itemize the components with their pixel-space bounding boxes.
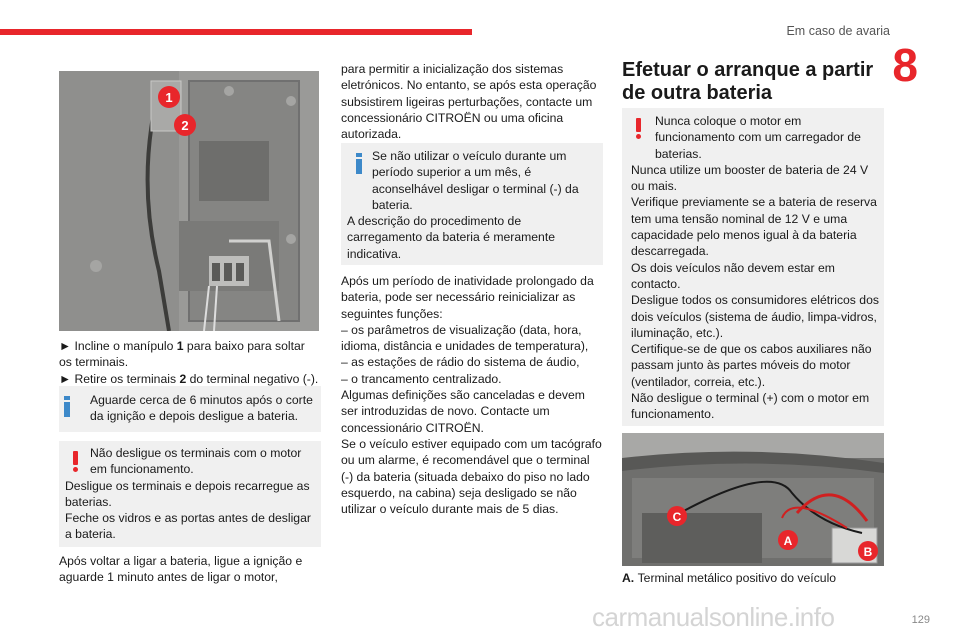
caption-text: Terminal metálico positivo do veículo (637, 571, 837, 585)
info-icon (64, 396, 70, 417)
info-text: Aguarde cerca de 6 minutos após o corte da ignição e depois desligue a bateria. (90, 393, 313, 424)
section-title: Em caso de avaria (786, 24, 890, 38)
callout-c: C (672, 510, 682, 524)
after-reconnect-text: Após voltar a ligar a bateria, ligue a ignição e aguarde 1 minuto antes de ligar o motor, (59, 554, 303, 585)
info-text: Se não utilizar o veículo durante um período superior a um mês, é aconselhável desligar o terminal (-) da bateria. A descrição do procedimento de carregamento da bateria é meramente indicativa. (347, 149, 579, 261)
middle-para-2: Após um período de inatividade prolongado da bateria, pode ser necessário reinicializar as seguintes funções: – os parâmetros de visualização (data, hora, idioma, distância e unidades de temperatura), – as estações de rádio do sistema de áudio, – o trancamento centralizado. Algumas definições são canceladas e devem ser introduzidas de novo. Contacte um concessionário CITROËN. Se o veículo estiver equipado com um tacógrafo ou um alarme, é recomendável que o terminal (-) da bateria (situada debaixo do piso no lado esquerdo, na cabina) seja desligado se não utilizar o veículo durante mais de 5 dias. (341, 274, 602, 517)
warning-text: Não desligue os terminais com o motor em funcionamento. Desligue os terminais e depois recarregue as baterias. Feche os vidros e as portas antes de desligar a bateria. (65, 446, 311, 542)
step-2: ► Retire os terminais 2 do terminal negativo (-). (59, 371, 319, 386)
callout-2: 2 (181, 118, 189, 133)
info-box-middle (341, 143, 603, 265)
jump-start-photo (622, 433, 884, 566)
callout-a: A (783, 534, 793, 548)
header-accent-bar (0, 29, 472, 35)
warning-box-left (59, 441, 321, 547)
info-box-left (59, 386, 321, 432)
callout-1: 1 (165, 90, 173, 105)
warning-text: Nunca coloque o motor em funcionamento com um carregador de baterias. Nunca utilize um booster de bateria de 24 V ou mais. Verifique previamente se a bateria de reserva tem uma tensão nominal de 12 V e uma capacidade pelo menos igual à da bateria descarregada. Os dois veículos não devem estar em contacto. Desligue todos os consumidores elétricos dos dois veículos (sistema de áudio, limpa-vidros, iluminação, etc.). Certifique-se de que os cabos auxiliares não passam junto às partes móveis do motor (ventilador, correia, etc.). Não desligue o terminal (+) com o motor em funcionamento. (631, 114, 879, 422)
callout-b: B (863, 545, 873, 559)
battery-terminal-photo (59, 71, 319, 331)
warning-box-right (622, 108, 884, 426)
section-heading: Efetuar o arranque a partir de outra bateria (622, 59, 874, 104)
watermark: carmanualsonline.info (592, 602, 835, 632)
step-list (59, 338, 321, 387)
step-1: ► Incline o manípulo 1 para baixo para soltar os terminais. (59, 339, 305, 370)
page-number: 129 (911, 614, 930, 626)
caption-label: A. (622, 571, 635, 585)
figure-caption (622, 570, 884, 586)
battery-terminal-illustration (59, 71, 319, 331)
middle-para-1: para permitir a inicialização dos sistemas eletrónicos. No entanto, se após esta operação subsistirem ligeiras perturbações, contacte um concessionário CITROËN ou uma oficina autorizada. (341, 62, 597, 142)
jump-start-illustration (622, 433, 884, 566)
chapter-number: 8 (892, 39, 918, 91)
